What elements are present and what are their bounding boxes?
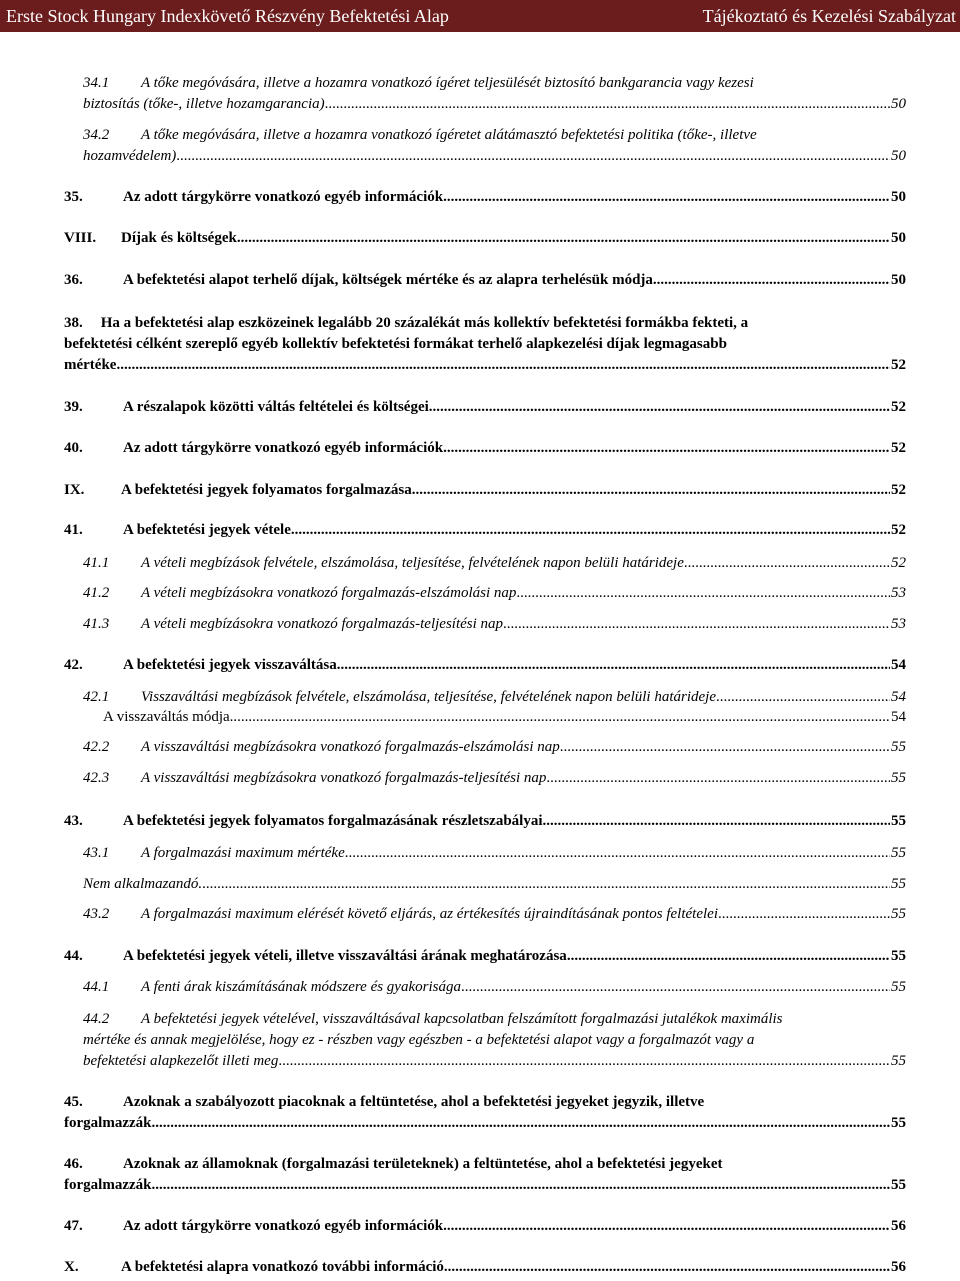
toc-entry-42-3[interactable] xyxy=(83,768,906,789)
toc-title-line: A befektetési jegyek vételi, illetve visszaváltási árának meghatározása xyxy=(123,948,567,964)
toc-leader-dots xyxy=(718,904,890,925)
toc-entry-41-2[interactable] xyxy=(83,583,906,604)
toc-entry-42-2[interactable] xyxy=(83,737,906,758)
toc-entry-34-1[interactable] xyxy=(83,73,906,115)
toc-entry-viii[interactable] xyxy=(64,228,906,249)
toc-entry-34-2[interactable] xyxy=(83,125,906,167)
toc-title-line: A befektetési jegyek vételével, visszaváltásával kapcsolatban felszámított forgalmazási jutalékok maximális xyxy=(141,1011,783,1027)
toc-entry-44-1[interactable] xyxy=(83,977,906,998)
toc-entry-41[interactable] xyxy=(64,520,906,541)
toc-entry-44-2[interactable] xyxy=(83,1009,906,1072)
toc-number: 41.3 xyxy=(83,616,110,632)
toc-title-line: Ha a befektetési alap eszközeinek legalább 20 százalékát más kollektív befektetési formákba fekteti, a xyxy=(100,315,749,331)
toc-entry-41-1[interactable] xyxy=(83,553,906,574)
toc-leader-dots xyxy=(716,687,890,708)
toc-leader-dots xyxy=(443,1216,890,1237)
toc-number: 41.1 xyxy=(83,555,110,571)
toc-page-number: 56 xyxy=(891,1259,906,1275)
toc-page-number: 54 xyxy=(891,689,906,705)
toc-page-number: 52 xyxy=(891,440,906,456)
toc-page-number: 50 xyxy=(891,230,906,246)
toc-number: 44. xyxy=(64,948,83,964)
toc-leader-dots xyxy=(443,438,890,459)
toc-number: VIII. xyxy=(64,230,97,246)
toc-entry-39[interactable] xyxy=(64,397,906,418)
toc-number: 42.1 xyxy=(83,689,110,705)
toc-page-number: 52 xyxy=(891,399,906,415)
toc-entry-43-2[interactable] xyxy=(83,904,906,925)
toc-title-line: A befektetési alapot terhelő díjak, költségek mértéke és az alapra terhelésük módja xyxy=(123,272,653,288)
toc-page-number: 52 xyxy=(891,357,906,373)
toc-number: 46. xyxy=(64,1156,83,1172)
toc-entry-visszavaltas-modja[interactable] xyxy=(103,707,906,728)
toc-title-line: A befektetési alapra vonatkozó további információ xyxy=(121,1259,444,1275)
toc-title-line: A befektetési jegyek visszaváltása xyxy=(123,657,337,673)
toc-title-line: Az adott tárgykörre vonatkozó egyéb információk xyxy=(123,189,444,205)
toc-title-line: A forgalmazási maximum mértéke xyxy=(141,845,345,861)
toc-title-line: Az adott tárgykörre vonatkozó egyéb információk xyxy=(123,440,444,456)
toc-title-line: A visszaváltási megbízásokra vonatkozó forgalmazás-elszámolási nap xyxy=(141,739,560,755)
toc-leader-dots xyxy=(325,94,890,115)
toc-title-line: A vételi megbízásokra vonatkozó forgalmazás-teljesítési nap xyxy=(141,616,504,632)
toc-page-number: 55 xyxy=(891,979,906,995)
toc-number: 43.2 xyxy=(83,906,110,922)
toc-title-line: Díjak és költségek xyxy=(121,230,237,246)
toc-page-number: 55 xyxy=(891,845,906,861)
toc-title-line: Azoknak az államoknak (forgalmazási területeknek) a feltüntetése, ahol a befektetési jegyeket xyxy=(123,1156,723,1172)
toc-number: 43. xyxy=(64,813,83,829)
toc-page-number: 52 xyxy=(891,555,906,571)
toc-title-line: Az adott tárgykörre vonatkozó egyéb információk xyxy=(123,1218,444,1234)
toc-number: IX. xyxy=(64,482,85,498)
toc-entry-x[interactable] xyxy=(64,1257,906,1278)
toc-page-number: 55 xyxy=(891,739,906,755)
toc-title-line: biztosítás (tőke-, illetve hozamgarancia) xyxy=(83,96,325,112)
toc-leader-dots xyxy=(237,228,890,249)
toc-entry-42[interactable] xyxy=(64,655,906,676)
toc-title-line: befektetési alapkezelőt illeti meg xyxy=(83,1053,279,1069)
toc-leader-dots xyxy=(151,1175,890,1196)
toc-page-number: 55 xyxy=(891,770,906,786)
toc-page-number: 54 xyxy=(891,657,906,673)
toc-leader-dots xyxy=(543,811,890,832)
toc-leader-dots xyxy=(116,355,890,376)
toc-number: 47. xyxy=(64,1218,83,1234)
toc-entry-41-3[interactable] xyxy=(83,614,906,635)
toc-leader-dots xyxy=(567,946,890,967)
toc-entry-45[interactable] xyxy=(64,1092,906,1134)
toc-leader-dots xyxy=(443,187,890,208)
toc-page-number: 55 xyxy=(891,1053,906,1069)
toc-title-line: A vételi megbízásokra vonatkozó forgalmazás-elszámolási nap xyxy=(141,585,517,601)
toc-page-number: 55 xyxy=(891,906,906,922)
toc-title-line: forgalmazzák xyxy=(64,1177,152,1193)
toc-leader-dots xyxy=(429,397,890,418)
toc-title-line: A befektetési jegyek folyamatos forgalmazásának részletszabályai xyxy=(123,813,543,829)
toc-page-number: 53 xyxy=(891,616,906,632)
header-fund-name: Erste Stock Hungary Indexkövető Részvény Befektetési Alap xyxy=(6,6,449,26)
toc-leader-dots xyxy=(337,655,890,676)
toc-number: 35. xyxy=(64,189,83,205)
toc-page-number: 52 xyxy=(891,522,906,538)
toc-title-line: A visszaváltási megbízásokra vonatkozó forgalmazás-teljesítési nap xyxy=(141,770,547,786)
toc-title-line: mértéke és annak megjelölése, hogy ez - részben vagy egészben - a befektetési alapot vagy a forgalmazót vagy a xyxy=(83,1032,755,1048)
toc-leader-dots xyxy=(278,1051,890,1072)
toc-title-line: A fenti árak kiszámításának módszere és gyakorisága xyxy=(141,979,461,995)
toc-leader-dots xyxy=(151,1113,890,1134)
toc-entry-43-1[interactable] xyxy=(83,843,906,864)
toc-leader-dots xyxy=(202,874,890,895)
toc-title-line: A vételi megbízások felvétele, elszámolása, teljesítése, felvételének napon belüli határideje xyxy=(141,555,684,571)
toc-page-number: 55 xyxy=(891,1115,906,1131)
toc-leader-dots xyxy=(412,480,890,501)
toc-number: 41. xyxy=(64,522,83,538)
toc-leader-dots xyxy=(653,270,890,291)
toc-number: 36. xyxy=(64,272,83,288)
toc-page-number: 50 xyxy=(891,96,906,112)
toc-page-number: 50 xyxy=(891,148,906,164)
toc-number: X. xyxy=(64,1259,79,1275)
toc-entry-43[interactable] xyxy=(64,811,906,832)
toc-title-line: Nem alkalmazandó. xyxy=(83,876,203,892)
toc-title-line: mértéke xyxy=(64,357,117,373)
toc-entry-42-1[interactable] xyxy=(83,687,906,708)
toc-number: 41.2 xyxy=(83,585,110,601)
toc-entry-ix[interactable] xyxy=(64,480,906,501)
toc-page-number: 56 xyxy=(891,1218,906,1234)
toc-title-line: A tőke megóvására, illetve a hozamra vonatkozó ígéretet alátámasztó befektetési politika (tőke-, illetve xyxy=(141,127,757,143)
toc-page-number: 50 xyxy=(891,189,906,205)
toc-entry-38[interactable] xyxy=(64,313,906,376)
toc-number: 44.1 xyxy=(83,979,110,995)
toc-page-number: 54 xyxy=(891,709,906,725)
toc-number: 45. xyxy=(64,1094,83,1110)
toc-number: 34.2 xyxy=(83,127,110,143)
toc-title-line: A részalapok közötti váltás feltételei és költségei xyxy=(123,399,429,415)
toc-title-line: Azoknak a szabályozott piacoknak a feltüntetése, ahol a befektetési jegyeket jegyzik, illetve xyxy=(123,1094,705,1110)
toc-page-number: 53 xyxy=(891,585,906,601)
toc-page-number: 55 xyxy=(891,1177,906,1193)
toc-leader-dots xyxy=(291,520,890,541)
toc-title-line: A forgalmazási maximum elérését követő eljárás, az értékesítés újraindításának pontos feltételei xyxy=(141,906,718,922)
toc-title-line: A visszaváltás módja xyxy=(103,709,230,725)
toc-entry-44[interactable] xyxy=(64,946,906,967)
toc-page-number: 55 xyxy=(891,876,906,892)
toc-number: 42.2 xyxy=(83,739,110,755)
toc-leader-dots xyxy=(684,553,890,574)
toc-title-line: A befektetési jegyek vétele xyxy=(123,522,291,538)
toc-title-line: A tőke megóvására, illetve a hozamra vonatkozó ígéret teljesülését biztosító bankgarancia vagy kezesi xyxy=(141,75,754,91)
toc-leader-dots xyxy=(461,977,890,998)
toc-title-line: A befektetési jegyek folyamatos forgalmazása xyxy=(121,482,412,498)
toc-number: 38. xyxy=(64,315,83,331)
toc-entry-nem-alkalmazando[interactable] xyxy=(83,874,906,895)
toc-number: 40. xyxy=(64,440,83,456)
toc-number: 43.1 xyxy=(83,845,110,861)
toc-page-number: 52 xyxy=(891,482,906,498)
toc-number: 42. xyxy=(64,657,83,673)
toc-entry-47[interactable] xyxy=(64,1216,906,1237)
toc-entry-40[interactable] xyxy=(64,438,906,459)
header-document-type: Tájékoztató és Kezelési Szabályzat xyxy=(702,6,956,26)
toc-title-line: befektetési célként szereplő egyéb kollektív befektetési formákat terhelő alapkezelési díjak legmagasabb xyxy=(64,336,727,352)
toc-title-line: hozamvédelem) xyxy=(83,148,177,164)
toc-leader-dots xyxy=(560,737,890,758)
toc-entry-46[interactable] xyxy=(64,1154,906,1196)
toc-number: 34.1 xyxy=(83,75,110,91)
toc-leader-dots xyxy=(444,1257,890,1278)
toc-leader-dots xyxy=(176,146,890,167)
toc-leader-dots xyxy=(230,707,890,728)
toc-page-number: 50 xyxy=(891,272,906,288)
toc-entry-35[interactable] xyxy=(64,187,906,208)
toc-leader-dots xyxy=(546,768,890,789)
toc-title-line: Visszaváltási megbízások felvétele, elszámolása, teljesítése, felvételének napon belüli határideje xyxy=(141,689,716,705)
toc-number: 42.3 xyxy=(83,770,110,786)
toc-leader-dots xyxy=(503,614,890,635)
toc-number: 44.2 xyxy=(83,1011,110,1027)
toc-page-number: 55 xyxy=(891,948,906,964)
toc-leader-dots xyxy=(345,843,890,864)
toc-page-number: 55 xyxy=(891,813,906,829)
toc-entry-36[interactable] xyxy=(64,270,906,291)
toc-leader-dots xyxy=(516,583,890,604)
toc-title-line: forgalmazzák xyxy=(64,1115,152,1131)
toc-number: 39. xyxy=(64,399,83,415)
